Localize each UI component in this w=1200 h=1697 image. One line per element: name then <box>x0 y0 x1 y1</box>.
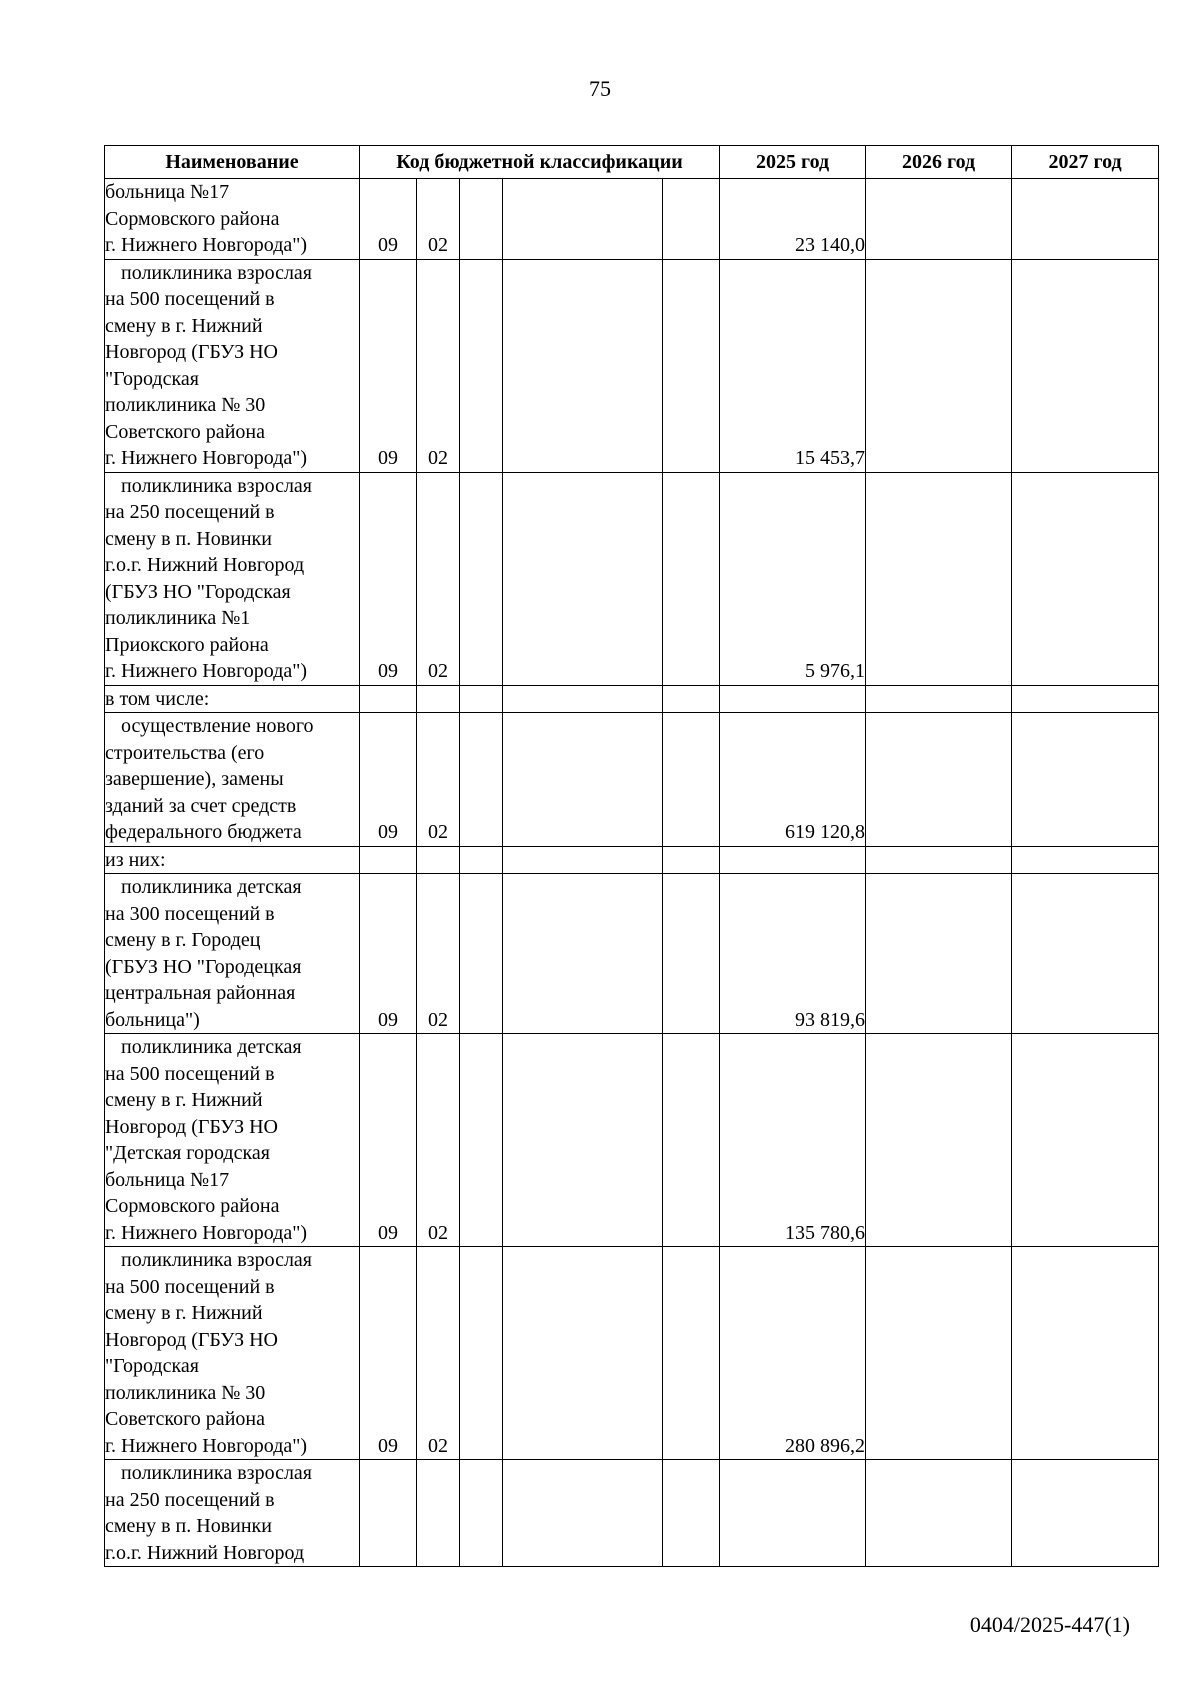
amount-2025 <box>720 846 866 874</box>
row-name-line: Новгород (ГБУЗ НО <box>105 1328 278 1351</box>
section-code: 09 <box>360 713 417 847</box>
page-number: 75 <box>589 76 611 101</box>
code-col-5 <box>663 1034 720 1247</box>
row-name-line: смену в п. Новинки <box>105 527 272 550</box>
row-name-line: г. Нижнего Новгорода") <box>105 1221 308 1244</box>
code-col-3 <box>460 713 503 847</box>
code-col-3 <box>460 874 503 1034</box>
amount-2027 <box>1012 685 1159 713</box>
amount-2027 <box>1012 179 1159 260</box>
row-name-line: Приокского района <box>105 633 269 656</box>
row-name-line: больница №17 <box>105 1168 230 1191</box>
amount-2026 <box>866 846 1012 874</box>
section-code: 09 <box>360 1247 417 1460</box>
section-code: 09 <box>360 1034 417 1247</box>
row-name-line: поликлиника № 30 <box>105 1381 266 1404</box>
code-col-5 <box>663 846 720 874</box>
code-col-5 <box>663 685 720 713</box>
section-code: 09 <box>360 472 417 685</box>
code-col-5 <box>663 713 720 847</box>
section-code: 09 <box>360 179 417 260</box>
table-row <box>105 1034 1159 1247</box>
code-col-4 <box>503 1460 663 1567</box>
row-name-line: осуществление нового <box>121 715 314 737</box>
subsection-code: 02 <box>417 713 460 847</box>
header-name: Наименование <box>105 146 360 179</box>
header-2025: 2025 год <box>720 146 866 179</box>
row-name-line: "Детская городская <box>105 1142 270 1164</box>
code-col-4 <box>503 685 663 713</box>
amount-2025: 15 453,7 <box>720 259 866 472</box>
table-row <box>105 179 1159 260</box>
amount-2026 <box>866 1460 1012 1567</box>
row-name-line: Сормовского района <box>105 207 280 230</box>
code-col-4 <box>503 179 663 260</box>
row-name-line: г. Нижнего Новгорода") <box>105 1434 308 1457</box>
amount-2026 <box>866 713 1012 847</box>
amount-2027 <box>1012 1247 1159 1460</box>
subsection-code <box>417 1460 460 1567</box>
subsection-code: 02 <box>417 179 460 260</box>
row-name-line: поликлиника взрослая <box>121 1249 312 1271</box>
code-col-4 <box>503 1247 663 1460</box>
row-name <box>105 846 360 874</box>
table-row <box>105 259 1159 472</box>
section-code <box>360 1460 417 1567</box>
code-col-4 <box>503 713 663 847</box>
row-name-line: поликлиника взрослая <box>121 261 312 284</box>
amount-2025: 280 896,2 <box>720 1247 866 1460</box>
code-col-5 <box>663 259 720 472</box>
table-row <box>105 713 1159 847</box>
row-name-line: строительства (его <box>105 741 265 764</box>
code-col-4 <box>503 259 663 472</box>
row-name-line: Советского района <box>105 1408 265 1430</box>
row-name-line: завершение), замены <box>105 768 284 790</box>
amount-2026 <box>866 1034 1012 1247</box>
row-name-line: федерального бюджета <box>105 821 302 843</box>
amount-2027 <box>1012 846 1159 874</box>
row-name-line: больница") <box>105 1008 200 1031</box>
code-col-3 <box>460 1034 503 1247</box>
code-col-3 <box>460 685 503 713</box>
row-name-line: из них: <box>105 848 166 871</box>
row-name-line: поликлиника № 30 <box>105 394 266 416</box>
row-name-line: Новгород (ГБУЗ НО <box>105 341 278 363</box>
row-name-line: Сормовского района <box>105 1195 280 1217</box>
amount-2025: 93 819,6 <box>720 874 866 1034</box>
table-row <box>105 1247 1159 1460</box>
row-name-line: на 500 посещений в <box>105 288 275 310</box>
row-name-line: поликлиника взрослая <box>121 474 312 497</box>
section-code: 09 <box>360 259 417 472</box>
code-col-5 <box>663 874 720 1034</box>
row-name <box>105 1034 360 1247</box>
subsection-code: 02 <box>417 472 460 685</box>
code-col-3 <box>460 846 503 874</box>
table-row <box>105 874 1159 1034</box>
table-row <box>105 685 1159 713</box>
subsection-code: 02 <box>417 1034 460 1247</box>
row-name-line: Новгород (ГБУЗ НО <box>105 1115 278 1138</box>
amount-2025: 5 976,1 <box>720 472 866 685</box>
row-name-line: поликлиника детская <box>121 1036 302 1058</box>
row-name-line: смену в г. Городец <box>105 929 261 951</box>
amount-2026 <box>866 874 1012 1034</box>
row-name-line: на 500 посещений в <box>105 1062 275 1085</box>
row-name-line: г.о.г. Нижний Новгород <box>105 1541 305 1564</box>
row-name-line: смену в г. Нижний <box>105 314 263 337</box>
row-name-line: поликлиника детская <box>121 876 302 898</box>
amount-2027 <box>1012 472 1159 685</box>
row-name-line: поликлиника взрослая <box>121 1462 312 1484</box>
amount-2026 <box>866 1247 1012 1460</box>
row-name-line: г. Нижнего Новгорода") <box>105 660 308 682</box>
row-name <box>105 259 360 472</box>
row-name <box>105 179 360 260</box>
code-col-4 <box>503 874 663 1034</box>
row-name <box>105 1460 360 1567</box>
row-name <box>105 713 360 847</box>
document-code: 0404/2025-447(1) <box>969 1612 1130 1637</box>
row-name-line: на 300 посещений в <box>105 902 275 925</box>
code-col-3 <box>460 472 503 685</box>
amount-2025: 23 140,0 <box>720 179 866 260</box>
amount-2026 <box>866 472 1012 685</box>
row-name-line: смену в г. Нижний <box>105 1302 263 1324</box>
row-name-line: г. Нижнего Новгорода") <box>105 447 308 469</box>
amount-2025: 135 780,6 <box>720 1034 866 1247</box>
section-code <box>360 846 417 874</box>
amount-2027 <box>1012 1460 1159 1567</box>
amount-2025: 619 120,8 <box>720 713 866 847</box>
row-name-line: на 250 посещений в <box>105 501 275 523</box>
subsection-code: 02 <box>417 259 460 472</box>
section-code: 09 <box>360 874 417 1034</box>
row-name-line: больница №17 <box>105 181 230 203</box>
code-col-5 <box>663 1247 720 1460</box>
row-name-line: (ГБУЗ НО "Городецкая <box>105 955 302 978</box>
row-name-line: смену в г. Нижний <box>105 1089 263 1111</box>
header-2027: 2027 год <box>1012 146 1159 179</box>
code-col-5 <box>663 472 720 685</box>
table-row <box>105 472 1159 685</box>
amount-2027 <box>1012 259 1159 472</box>
row-name-line: в том числе: <box>105 687 210 710</box>
amount-2027 <box>1012 1034 1159 1247</box>
subsection-code: 02 <box>417 874 460 1034</box>
row-name-line: г.о.г. Нижний Новгород <box>105 554 305 576</box>
row-name-line: г. Нижнего Новгорода") <box>105 234 308 256</box>
subsection-code <box>417 846 460 874</box>
row-name-line: "Городская <box>105 1355 199 1377</box>
subsection-code: 02 <box>417 1247 460 1460</box>
row-name <box>105 472 360 685</box>
code-col-4 <box>503 846 663 874</box>
code-col-3 <box>460 179 503 260</box>
row-name-line: на 250 посещений в <box>105 1488 275 1511</box>
amount-2026 <box>866 179 1012 260</box>
table-row <box>105 1460 1159 1567</box>
table-header-row <box>105 146 1159 179</box>
row-name-line: Советского района <box>105 420 265 443</box>
row-name-line: центральная районная <box>105 982 296 1004</box>
code-col-3 <box>460 1247 503 1460</box>
amount-2027 <box>1012 713 1159 847</box>
code-col-4 <box>503 1034 663 1247</box>
subsection-code <box>417 685 460 713</box>
row-name <box>105 1247 360 1460</box>
budget-table <box>104 145 1159 1567</box>
row-name-line: зданий за счет средств <box>105 794 297 817</box>
row-name-line: поликлиника №1 <box>105 607 251 629</box>
row-name <box>105 685 360 713</box>
header-2026: 2026 год <box>866 146 1012 179</box>
row-name-line: (ГБУЗ НО "Городская <box>105 580 291 603</box>
amount-2026 <box>866 259 1012 472</box>
code-col-3 <box>460 1460 503 1567</box>
row-name <box>105 874 360 1034</box>
header-code: Код бюджетной классификации <box>360 146 720 179</box>
amount-2026 <box>866 685 1012 713</box>
section-code <box>360 685 417 713</box>
amount-2027 <box>1012 874 1159 1034</box>
row-name-line: на 500 посещений в <box>105 1275 275 1298</box>
code-col-4 <box>503 472 663 685</box>
code-col-3 <box>460 259 503 472</box>
table-row <box>105 846 1159 874</box>
row-name-line: "Городская <box>105 367 199 390</box>
row-name-line: смену в п. Новинки <box>105 1515 272 1537</box>
amount-2025 <box>720 685 866 713</box>
amount-2025 <box>720 1460 866 1567</box>
code-col-5 <box>663 179 720 260</box>
code-col-5 <box>663 1460 720 1567</box>
